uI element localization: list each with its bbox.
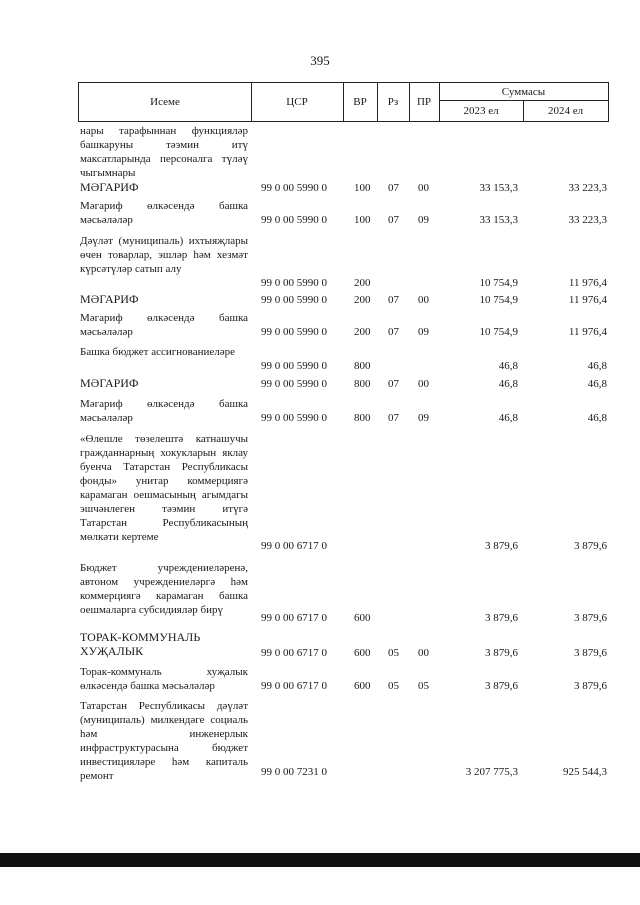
row-rz: 07	[388, 378, 399, 390]
row-name: МӘГАРИФ	[80, 376, 139, 390]
row-amount-2024: 46,8	[587, 412, 607, 424]
row-vr: 200	[354, 277, 371, 289]
row-amount-2024: 46,8	[587, 360, 607, 372]
table-row	[0, 311, 640, 339]
table-header	[78, 82, 609, 122]
row-vr: 600	[354, 680, 371, 692]
header-vr: ВР	[353, 96, 367, 108]
row-amount-2023: 3 879,6	[485, 540, 518, 552]
row-pr: 09	[418, 214, 429, 226]
row-vr: 100	[354, 182, 371, 194]
row-vr: 200	[354, 326, 371, 338]
header-pr: ПР	[416, 96, 432, 108]
row-vr: 600	[354, 647, 371, 659]
page-number: 395	[310, 53, 330, 68]
row-vr: 800	[354, 360, 371, 372]
row-amount-2024: 925 544,3	[563, 766, 607, 778]
header-name: Исеме	[150, 96, 180, 108]
row-name: Башка бюджет ассигнованиеләре	[80, 346, 235, 358]
table-row	[0, 199, 640, 227]
row-code: 99 0 00 6717 0	[261, 540, 327, 552]
row-code: 99 0 00 6717 0	[261, 612, 327, 624]
row-amount-2023: 3 879,6	[485, 680, 518, 692]
row-code: 99 0 00 6717 0	[261, 680, 327, 692]
row-code: 99 0 00 6717 0	[261, 647, 327, 659]
row-name: ТОРАК-КОММУНАЛЬ ХУҖАЛЫК	[80, 630, 201, 658]
table-row	[0, 561, 640, 625]
table-row	[0, 180, 640, 195]
row-amount-2024: 11 976,4	[568, 277, 607, 289]
row-vr: 200	[354, 294, 371, 306]
row-code: 99 0 00 5990 0	[261, 360, 327, 372]
row-amount-2023: 46,8	[498, 378, 518, 390]
row-amount-2024: 46,8	[587, 378, 607, 390]
row-amount-2024: 3 879,6	[574, 540, 607, 552]
row-amount-2024: 33 223,3	[568, 182, 607, 194]
row-code: 99 0 00 5990 0	[261, 326, 327, 338]
header-rz: Рз	[387, 96, 399, 108]
row-amount-2023: 33 153,3	[479, 214, 518, 226]
table-row	[0, 124, 640, 180]
row-name: Мәгариф өлкәсендә башка мәсьәләләр	[80, 398, 248, 424]
table-row	[0, 630, 640, 660]
row-pr: 09	[418, 326, 429, 338]
row-rz: 07	[388, 412, 399, 424]
table-row	[0, 345, 640, 373]
row-code: 99 0 00 5990 0	[261, 412, 327, 424]
row-name: Дәүләт (муниципаль) ихтыяҗлары өчен товарлар, эшләр һәм хезмәт күрсәтүләр сатып алу	[80, 235, 248, 275]
row-amount-2024: 3 879,6	[574, 612, 607, 624]
row-amount-2023: 3 879,6	[485, 612, 518, 624]
row-amount-2023: 33 153,3	[479, 182, 518, 194]
row-code: 99 0 00 5990 0	[261, 294, 327, 306]
row-rz: 07	[388, 294, 399, 306]
table-row	[0, 292, 640, 307]
row-name: «Өлешле төзелештә катнашучы гражданнарның хокукларын яклау буенча Татарстан Республикасы фонды» унитар коммерциягә карамаган оешмасының агымдагы эшчәнлеген тәэмин итүгә Татарстан Республикасының мөлкәти кертеме	[80, 433, 248, 543]
row-code: 99 0 00 7231 0	[261, 766, 327, 778]
header-2023: 2023 ел	[463, 105, 499, 117]
row-code: 99 0 00 5990 0	[261, 182, 327, 194]
row-amount-2023: 3 207 775,3	[465, 766, 518, 778]
row-name: Мәгариф өлкәсендә башка мәсьәләләр	[80, 312, 248, 338]
row-vr: 600	[354, 612, 371, 624]
row-rz: 05	[388, 647, 399, 659]
row-pr: 00	[418, 294, 429, 306]
row-amount-2024: 3 879,6	[574, 647, 607, 659]
row-name: нары тарафыннан функцияләр башкаруны тәэмин итү максатларында персоналга түләү чыгымнары	[80, 125, 248, 179]
table-row	[0, 397, 640, 425]
row-amount-2023: 10 754,9	[479, 294, 518, 306]
row-vr: 800	[354, 412, 371, 424]
row-amount-2023: 3 879,6	[485, 647, 518, 659]
row-name: Торак-коммуналь хуҗалык өлкәсендә башка мәсьәләләр	[80, 666, 248, 692]
row-code: 99 0 00 5990 0	[261, 378, 327, 390]
row-amount-2024: 11 976,4	[568, 294, 607, 306]
row-amount-2023: 46,8	[498, 360, 518, 372]
row-rz: 07	[388, 326, 399, 338]
row-amount-2024: 11 976,4	[568, 326, 607, 338]
row-rz: 07	[388, 182, 399, 194]
table-row	[0, 699, 640, 782]
header-2024: 2024 ел	[547, 105, 584, 117]
row-amount-2023: 10 754,9	[479, 326, 518, 338]
row-vr: 800	[354, 378, 371, 390]
row-amount-2023: 10 754,9	[479, 277, 518, 289]
row-code: 99 0 00 5990 0	[261, 214, 327, 226]
row-amount-2024: 3 879,6	[574, 680, 607, 692]
row-pr: 09	[418, 412, 429, 424]
scan-edge-bar	[0, 853, 640, 867]
table-row	[0, 665, 640, 693]
row-code: 99 0 00 5990 0	[261, 277, 327, 289]
row-pr: 05	[418, 680, 429, 692]
row-name: Мәгариф өлкәсендә башка мәсьәләләр	[80, 200, 248, 226]
table-row	[0, 234, 640, 290]
table-row	[0, 376, 640, 391]
row-name: Татарстан Республикасы дәүләт (муниципаль) милкендәге социаль һәм инженерлык инфраструктурасына бюджет инвестицияләре һәм капиталь ремонт	[80, 700, 248, 782]
row-pr: 00	[418, 182, 429, 194]
row-amount-2024: 33 223,3	[568, 214, 607, 226]
row-rz: 05	[388, 680, 399, 692]
row-name: МӘГАРИФ	[80, 292, 139, 306]
row-vr: 100	[354, 214, 371, 226]
row-name: МӘГАРИФ	[80, 180, 139, 194]
table-row	[0, 432, 640, 553]
header-csr: ЦСР	[286, 96, 308, 108]
row-name: Бюджет учреждениеләренә, автоном учреждениеләргә һәм коммерциягә карамаган башка оешмаларга субсидияләр бирү	[80, 562, 248, 616]
row-amount-2023: 46,8	[498, 412, 518, 424]
row-pr: 00	[418, 378, 429, 390]
header-sums: Суммасы	[501, 86, 546, 98]
row-pr: 00	[418, 647, 429, 659]
row-rz: 07	[388, 214, 399, 226]
